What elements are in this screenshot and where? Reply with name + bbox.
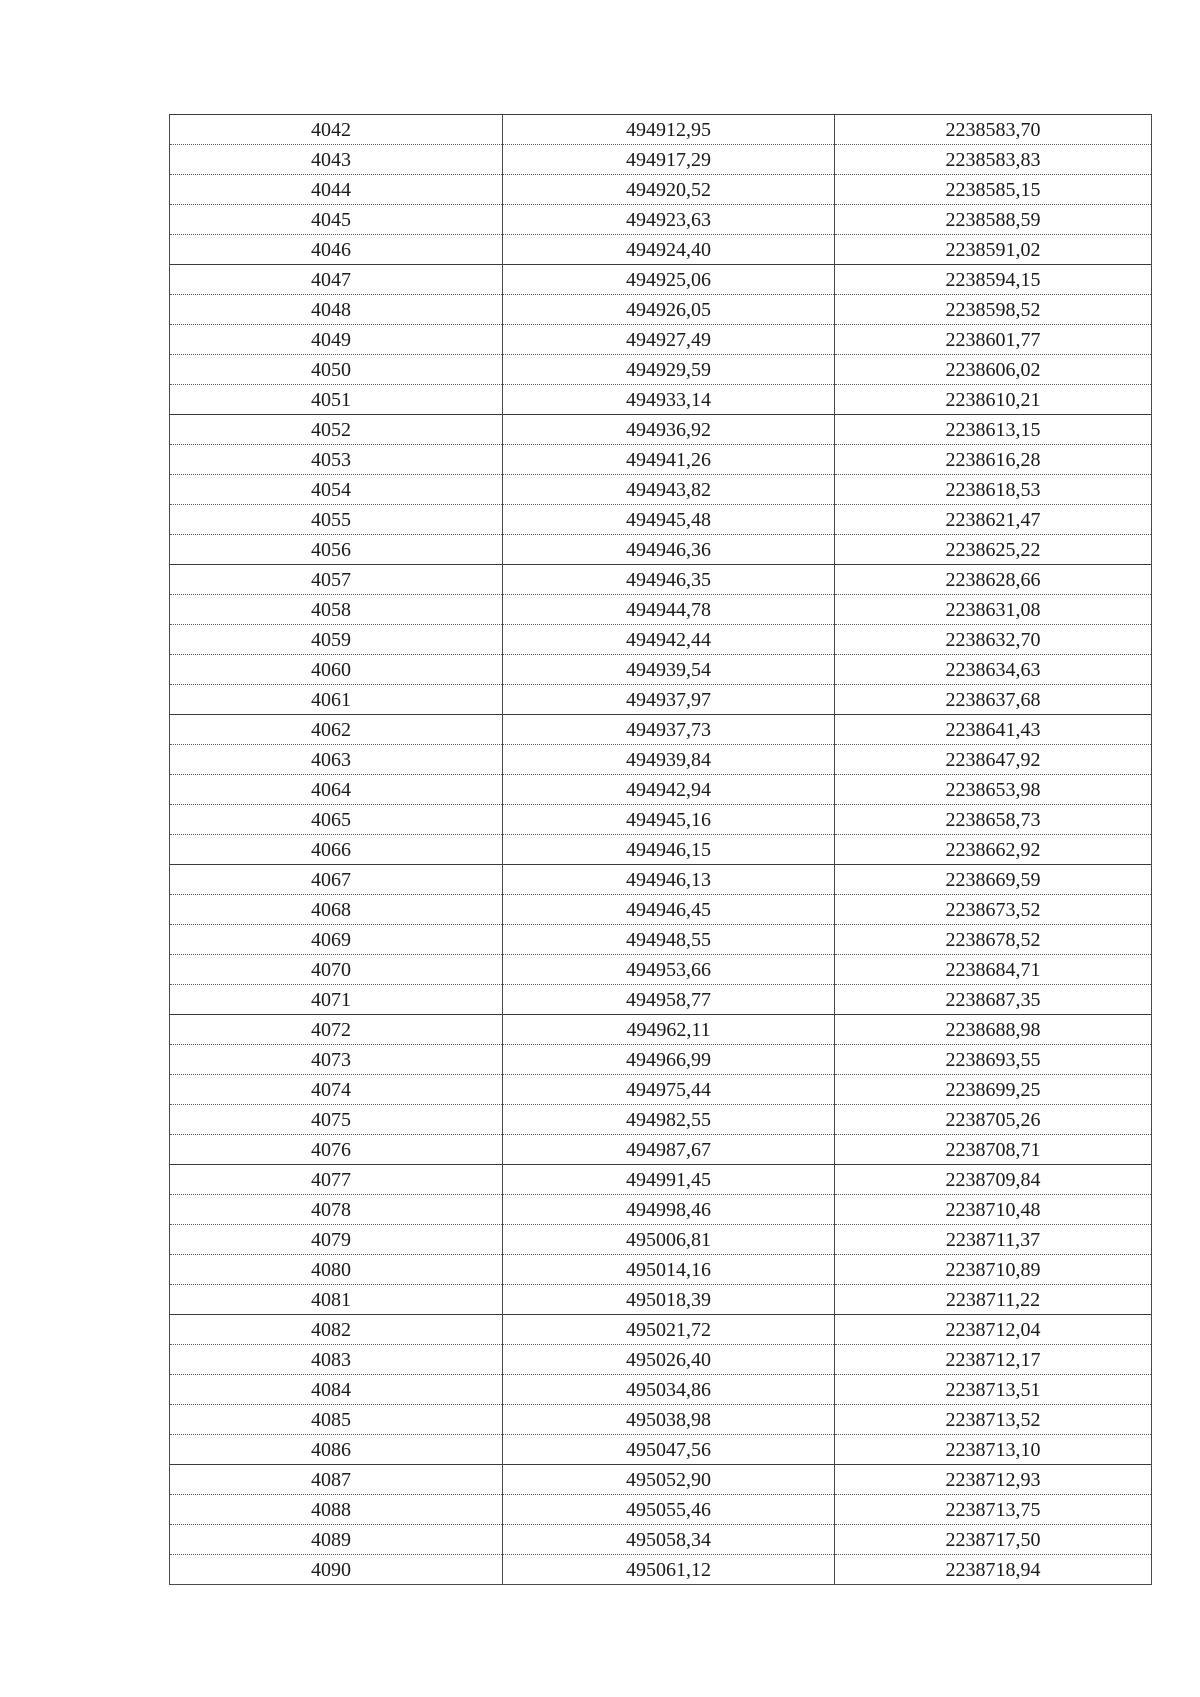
y-coordinate-cell: 494946,35 xyxy=(503,565,835,595)
y-coordinate-cell: 494958,77 xyxy=(503,985,835,1015)
table-row xyxy=(170,1045,1152,1075)
x-coordinate-cell: 2238632,70 xyxy=(835,625,1152,655)
point-number-cell: 4084 xyxy=(170,1375,503,1405)
x-coordinate-cell: 2238606,02 xyxy=(835,355,1152,385)
y-coordinate-cell: 494939,84 xyxy=(503,745,835,775)
table-row xyxy=(170,1075,1152,1105)
point-number-cell: 4062 xyxy=(170,715,503,745)
table-row xyxy=(170,415,1152,445)
y-coordinate-cell: 495038,98 xyxy=(503,1405,835,1435)
y-coordinate-cell: 494946,45 xyxy=(503,895,835,925)
point-number-cell: 4082 xyxy=(170,1315,503,1345)
point-number-cell: 4046 xyxy=(170,235,503,265)
table-row xyxy=(170,1405,1152,1435)
y-coordinate-cell: 495061,12 xyxy=(503,1555,835,1585)
x-coordinate-cell: 2238628,66 xyxy=(835,565,1152,595)
y-coordinate-cell: 495058,34 xyxy=(503,1525,835,1555)
x-coordinate-cell: 2238669,59 xyxy=(835,865,1152,895)
table-row xyxy=(170,1375,1152,1405)
y-coordinate-cell: 494937,73 xyxy=(503,715,835,745)
table-row xyxy=(170,655,1152,685)
table-row xyxy=(170,1135,1152,1165)
y-coordinate-cell: 494920,52 xyxy=(503,175,835,205)
table-row xyxy=(170,1555,1152,1585)
table-row xyxy=(170,1225,1152,1255)
table-row xyxy=(170,625,1152,655)
point-number-cell: 4045 xyxy=(170,205,503,235)
point-number-cell: 4054 xyxy=(170,475,503,505)
point-number-cell: 4049 xyxy=(170,325,503,355)
y-coordinate-cell: 495034,86 xyxy=(503,1375,835,1405)
y-coordinate-cell: 494982,55 xyxy=(503,1105,835,1135)
y-coordinate-cell: 494944,78 xyxy=(503,595,835,625)
x-coordinate-cell: 2238598,52 xyxy=(835,295,1152,325)
x-coordinate-cell: 2238711,37 xyxy=(835,1225,1152,1255)
table-row xyxy=(170,295,1152,325)
table-row xyxy=(170,835,1152,865)
x-coordinate-cell: 2238699,25 xyxy=(835,1075,1152,1105)
x-coordinate-cell: 2238712,04 xyxy=(835,1315,1152,1345)
x-coordinate-cell: 2238637,68 xyxy=(835,685,1152,715)
x-coordinate-cell: 2238713,51 xyxy=(835,1375,1152,1405)
y-coordinate-cell: 495026,40 xyxy=(503,1345,835,1375)
x-coordinate-cell: 2238594,15 xyxy=(835,265,1152,295)
point-number-cell: 4074 xyxy=(170,1075,503,1105)
coordinates-table-body xyxy=(170,115,1152,1585)
table-row xyxy=(170,745,1152,775)
table-row xyxy=(170,265,1152,295)
point-number-cell: 4085 xyxy=(170,1405,503,1435)
x-coordinate-cell: 2238713,75 xyxy=(835,1495,1152,1525)
y-coordinate-cell: 495006,81 xyxy=(503,1225,835,1255)
x-coordinate-cell: 2238709,84 xyxy=(835,1165,1152,1195)
coordinates-table xyxy=(169,114,1152,1585)
y-coordinate-cell: 494942,94 xyxy=(503,775,835,805)
point-number-cell: 4057 xyxy=(170,565,503,595)
table-row xyxy=(170,685,1152,715)
y-coordinate-cell: 494948,55 xyxy=(503,925,835,955)
x-coordinate-cell: 2238687,35 xyxy=(835,985,1152,1015)
table-row xyxy=(170,865,1152,895)
point-number-cell: 4065 xyxy=(170,805,503,835)
y-coordinate-cell: 494975,44 xyxy=(503,1075,835,1105)
x-coordinate-cell: 2238662,92 xyxy=(835,835,1152,865)
table-row xyxy=(170,565,1152,595)
y-coordinate-cell: 495014,16 xyxy=(503,1255,835,1285)
x-coordinate-cell: 2238710,48 xyxy=(835,1195,1152,1225)
x-coordinate-cell: 2238641,43 xyxy=(835,715,1152,745)
table-row xyxy=(170,535,1152,565)
y-coordinate-cell: 494937,97 xyxy=(503,685,835,715)
y-coordinate-cell: 495055,46 xyxy=(503,1495,835,1525)
x-coordinate-cell: 2238717,50 xyxy=(835,1525,1152,1555)
point-number-cell: 4060 xyxy=(170,655,503,685)
point-number-cell: 4061 xyxy=(170,685,503,715)
x-coordinate-cell: 2238693,55 xyxy=(835,1045,1152,1075)
table-row xyxy=(170,325,1152,355)
table-row xyxy=(170,1105,1152,1135)
y-coordinate-cell: 494925,06 xyxy=(503,265,835,295)
point-number-cell: 4059 xyxy=(170,625,503,655)
table-row xyxy=(170,1345,1152,1375)
y-coordinate-cell: 494936,92 xyxy=(503,415,835,445)
table-row xyxy=(170,205,1152,235)
table-row xyxy=(170,145,1152,175)
point-number-cell: 4067 xyxy=(170,865,503,895)
y-coordinate-cell: 495047,56 xyxy=(503,1435,835,1465)
y-coordinate-cell: 494966,99 xyxy=(503,1045,835,1075)
x-coordinate-cell: 2238713,10 xyxy=(835,1435,1152,1465)
table-row xyxy=(170,445,1152,475)
y-coordinate-cell: 494912,95 xyxy=(503,115,835,145)
point-number-cell: 4081 xyxy=(170,1285,503,1315)
x-coordinate-cell: 2238673,52 xyxy=(835,895,1152,925)
x-coordinate-cell: 2238678,52 xyxy=(835,925,1152,955)
y-coordinate-cell: 494926,05 xyxy=(503,295,835,325)
x-coordinate-cell: 2238712,17 xyxy=(835,1345,1152,1375)
table-row xyxy=(170,475,1152,505)
y-coordinate-cell: 494943,82 xyxy=(503,475,835,505)
y-coordinate-cell: 494941,26 xyxy=(503,445,835,475)
point-number-cell: 4042 xyxy=(170,115,503,145)
table-row xyxy=(170,1165,1152,1195)
point-number-cell: 4048 xyxy=(170,295,503,325)
point-number-cell: 4072 xyxy=(170,1015,503,1045)
point-number-cell: 4077 xyxy=(170,1165,503,1195)
table-row xyxy=(170,235,1152,265)
point-number-cell: 4056 xyxy=(170,535,503,565)
table-row xyxy=(170,1015,1152,1045)
point-number-cell: 4063 xyxy=(170,745,503,775)
y-coordinate-cell: 495021,72 xyxy=(503,1315,835,1345)
x-coordinate-cell: 2238588,59 xyxy=(835,205,1152,235)
point-number-cell: 4080 xyxy=(170,1255,503,1285)
point-number-cell: 4053 xyxy=(170,445,503,475)
point-number-cell: 4071 xyxy=(170,985,503,1015)
y-coordinate-cell: 495052,90 xyxy=(503,1465,835,1495)
y-coordinate-cell: 494946,13 xyxy=(503,865,835,895)
y-coordinate-cell: 494987,67 xyxy=(503,1135,835,1165)
x-coordinate-cell: 2238634,63 xyxy=(835,655,1152,685)
y-coordinate-cell: 494917,29 xyxy=(503,145,835,175)
table-row xyxy=(170,355,1152,385)
point-number-cell: 4070 xyxy=(170,955,503,985)
x-coordinate-cell: 2238601,77 xyxy=(835,325,1152,355)
point-number-cell: 4076 xyxy=(170,1135,503,1165)
point-number-cell: 4087 xyxy=(170,1465,503,1495)
y-coordinate-cell: 494942,44 xyxy=(503,625,835,655)
table-row xyxy=(170,985,1152,1015)
y-coordinate-cell: 494991,45 xyxy=(503,1165,835,1195)
table-row xyxy=(170,1255,1152,1285)
point-number-cell: 4078 xyxy=(170,1195,503,1225)
x-coordinate-cell: 2238631,08 xyxy=(835,595,1152,625)
y-coordinate-cell: 494933,14 xyxy=(503,385,835,415)
x-coordinate-cell: 2238688,98 xyxy=(835,1015,1152,1045)
y-coordinate-cell: 494946,15 xyxy=(503,835,835,865)
x-coordinate-cell: 2238585,15 xyxy=(835,175,1152,205)
point-number-cell: 4066 xyxy=(170,835,503,865)
table-row xyxy=(170,1435,1152,1465)
x-coordinate-cell: 2238713,52 xyxy=(835,1405,1152,1435)
table-row xyxy=(170,505,1152,535)
x-coordinate-cell: 2238712,93 xyxy=(835,1465,1152,1495)
table-row xyxy=(170,1195,1152,1225)
point-number-cell: 4044 xyxy=(170,175,503,205)
point-number-cell: 4089 xyxy=(170,1525,503,1555)
y-coordinate-cell: 494929,59 xyxy=(503,355,835,385)
table-row xyxy=(170,955,1152,985)
x-coordinate-cell: 2238618,53 xyxy=(835,475,1152,505)
point-number-cell: 4050 xyxy=(170,355,503,385)
x-coordinate-cell: 2238613,15 xyxy=(835,415,1152,445)
table-row xyxy=(170,595,1152,625)
point-number-cell: 4079 xyxy=(170,1225,503,1255)
x-coordinate-cell: 2238708,71 xyxy=(835,1135,1152,1165)
table-row xyxy=(170,1495,1152,1525)
table-row xyxy=(170,805,1152,835)
table-row xyxy=(170,1465,1152,1495)
point-number-cell: 4043 xyxy=(170,145,503,175)
point-number-cell: 4075 xyxy=(170,1105,503,1135)
point-number-cell: 4083 xyxy=(170,1345,503,1375)
table-row xyxy=(170,115,1152,145)
table-row xyxy=(170,1285,1152,1315)
y-coordinate-cell: 494945,48 xyxy=(503,505,835,535)
point-number-cell: 4088 xyxy=(170,1495,503,1525)
point-number-cell: 4064 xyxy=(170,775,503,805)
table-row xyxy=(170,385,1152,415)
point-number-cell: 4052 xyxy=(170,415,503,445)
x-coordinate-cell: 2238710,89 xyxy=(835,1255,1152,1285)
y-coordinate-cell: 495018,39 xyxy=(503,1285,835,1315)
y-coordinate-cell: 494945,16 xyxy=(503,805,835,835)
x-coordinate-cell: 2238610,21 xyxy=(835,385,1152,415)
x-coordinate-cell: 2238621,47 xyxy=(835,505,1152,535)
x-coordinate-cell: 2238583,83 xyxy=(835,145,1152,175)
point-number-cell: 4069 xyxy=(170,925,503,955)
table-row xyxy=(170,895,1152,925)
point-number-cell: 4055 xyxy=(170,505,503,535)
x-coordinate-cell: 2238591,02 xyxy=(835,235,1152,265)
x-coordinate-cell: 2238718,94 xyxy=(835,1555,1152,1585)
table-row xyxy=(170,715,1152,745)
x-coordinate-cell: 2238647,92 xyxy=(835,745,1152,775)
x-coordinate-cell: 2238625,22 xyxy=(835,535,1152,565)
point-number-cell: 4090 xyxy=(170,1555,503,1585)
y-coordinate-cell: 494939,54 xyxy=(503,655,835,685)
point-number-cell: 4047 xyxy=(170,265,503,295)
y-coordinate-cell: 494923,63 xyxy=(503,205,835,235)
point-number-cell: 4086 xyxy=(170,1435,503,1465)
y-coordinate-cell: 494927,49 xyxy=(503,325,835,355)
point-number-cell: 4051 xyxy=(170,385,503,415)
y-coordinate-cell: 494962,11 xyxy=(503,1015,835,1045)
x-coordinate-cell: 2238616,28 xyxy=(835,445,1152,475)
point-number-cell: 4073 xyxy=(170,1045,503,1075)
point-number-cell: 4068 xyxy=(170,895,503,925)
table-row xyxy=(170,1315,1152,1345)
y-coordinate-cell: 494924,40 xyxy=(503,235,835,265)
x-coordinate-cell: 2238658,73 xyxy=(835,805,1152,835)
y-coordinate-cell: 494998,46 xyxy=(503,1195,835,1225)
y-coordinate-cell: 494953,66 xyxy=(503,955,835,985)
x-coordinate-cell: 2238711,22 xyxy=(835,1285,1152,1315)
table-row xyxy=(170,175,1152,205)
x-coordinate-cell: 2238705,26 xyxy=(835,1105,1152,1135)
table-row xyxy=(170,1525,1152,1555)
y-coordinate-cell: 494946,36 xyxy=(503,535,835,565)
table-row xyxy=(170,775,1152,805)
x-coordinate-cell: 2238684,71 xyxy=(835,955,1152,985)
x-coordinate-cell: 2238583,70 xyxy=(835,115,1152,145)
point-number-cell: 4058 xyxy=(170,595,503,625)
x-coordinate-cell: 2238653,98 xyxy=(835,775,1152,805)
table-row xyxy=(170,925,1152,955)
